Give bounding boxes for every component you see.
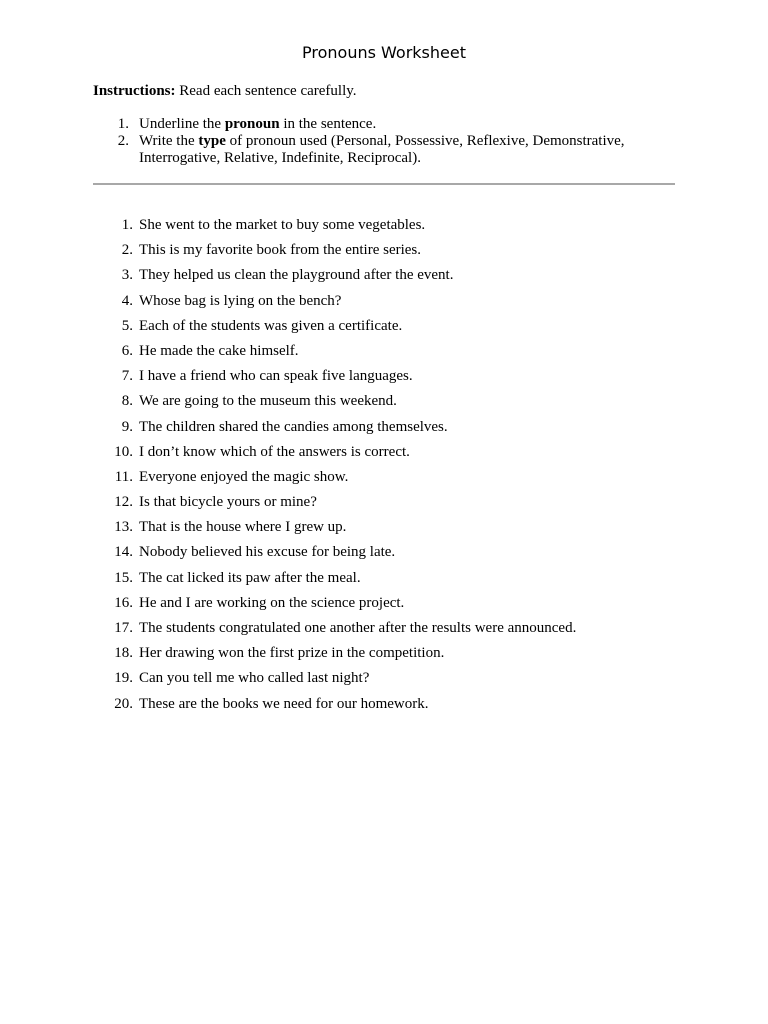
question-text: That is the house where I grew up. [139,519,347,536]
question-item [93,443,693,468]
question-number: 7. [121,368,133,385]
question-number: 15. [114,569,133,586]
question-text: She went to the market to buy some vegetables. [139,217,426,233]
question-text: This is my favorite book from the entire series. [139,242,422,259]
question-number: 4. [121,292,133,309]
question-text: Everyone enjoyed the magic show. [139,468,349,485]
question-number: 14. [114,544,133,561]
question-item [93,468,693,493]
question-number: 2. [121,242,133,259]
question-item [93,241,693,266]
step-number: 1. [117,116,129,132]
step-text-bold: type [198,133,226,149]
page-title: Pronouns Worksheet [302,43,466,62]
question-number: 11. [114,468,133,485]
question-number: 20. [114,695,133,712]
question-item [93,644,693,669]
question-number: 13. [114,519,133,536]
question-item [93,518,693,543]
question-text: He made the cake himself. [139,342,299,359]
question-text: The cat licked its paw after the meal. [139,569,361,586]
instructions-text: Read each sentence carefully. [175,83,357,99]
question-number: 5. [121,317,133,334]
question-item [93,619,693,644]
question-number: 10. [114,443,133,460]
question-item [93,669,693,694]
question-list [93,216,693,720]
step-text-pre: Underline the [139,116,225,132]
question-number: 18. [114,645,133,662]
question-item [93,392,693,417]
question-item [93,216,693,241]
question-text: Nobody believed his excuse for being late. [139,544,396,561]
question-text: These are the books we need for our homework. [139,695,429,712]
instructions-line [93,82,683,100]
question-text: Each of the students was given a certificate. [139,317,403,334]
instruction-step [93,116,683,133]
question-number: 16. [114,594,133,611]
question-text: I don’t know which of the answers is correct. [139,443,410,460]
question-number: 9. [121,418,133,435]
question-text: Her drawing won the first prize in the competition. [139,645,445,662]
step-number: 2. [117,133,129,149]
question-number: 3. [121,267,133,284]
question-number: 17. [114,620,133,636]
question-item [93,367,693,392]
question-item [93,292,693,317]
question-item [93,342,693,367]
question-number: 8. [121,393,133,410]
question-text: Whose bag is lying on the bench? [139,292,342,309]
question-item [93,317,693,342]
question-text: The children shared the candies among themselves. [139,418,448,435]
question-item [93,569,693,594]
step-text-post: in the sentence. [279,116,377,132]
question-text: The students congratulated one another after the results were announced. [139,620,577,636]
question-item [93,594,693,619]
instructions-label: Instructions: [93,83,176,99]
step-text-pre: Write the [139,133,199,149]
question-item [93,493,693,518]
step-text-post: of pronoun used (Personal, Possessive, Reflexive, Demonstrative, Interrogative, Relative, Indefinite, Reciprocal). [139,133,625,166]
question-number: 19. [114,670,133,687]
instruction-steps [93,116,683,167]
question-text: They helped us clean the playground after the event. [139,267,454,284]
question-item [93,266,693,291]
question-text: He and I are working on the science project. [139,594,405,611]
question-text: We are going to the museum this weekend. [139,393,397,410]
question-item [93,695,693,720]
question-item [93,543,693,568]
question-number: 1. [121,217,133,233]
question-number: 12. [114,494,133,511]
step-text-bold: pronoun [224,116,280,132]
question-number: 6. [121,342,133,359]
question-text: Can you tell me who called last night? [139,670,370,687]
question-text: I have a friend who can speak five languages. [139,368,413,385]
instruction-step [93,133,683,167]
question-item [93,418,693,443]
divider [93,183,675,185]
question-text: Is that bicycle yours or mine? [139,494,317,511]
